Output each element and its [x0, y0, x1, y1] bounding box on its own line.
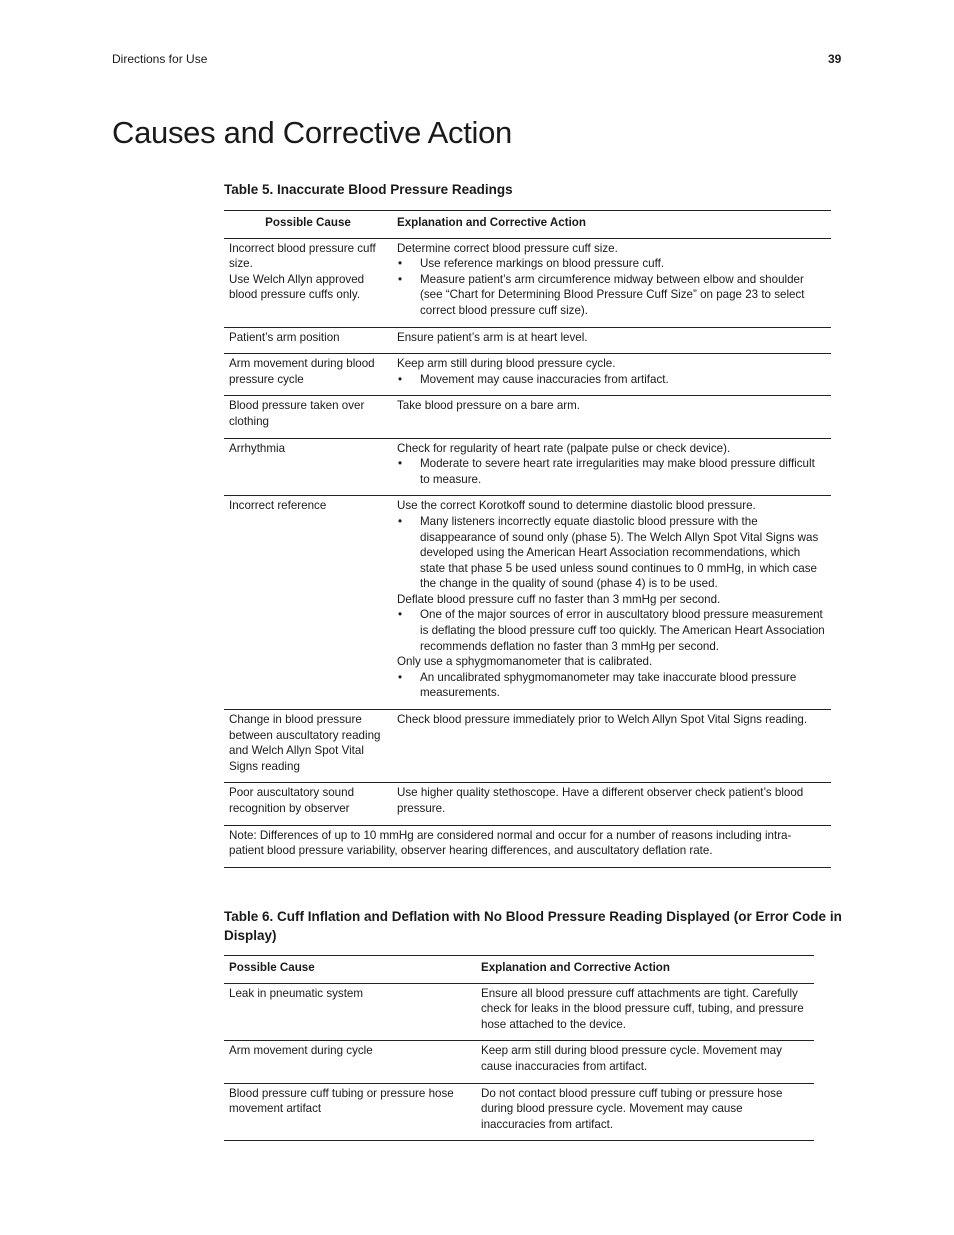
table-5-caption: Table 5. Inaccurate Blood Pressure Readings: [224, 182, 513, 197]
table-5-body: [224, 238, 831, 867]
table-row: [224, 1083, 814, 1141]
action-text: Check blood pressure immediately prior to Welch Allyn Spot Vital Signs reading.: [397, 713, 808, 727]
bullet-list: [397, 256, 826, 318]
table-row: [224, 396, 831, 438]
table-row: [224, 438, 831, 496]
cause-text: Incorrect blood pressure cuff size.: [229, 241, 376, 271]
cause-text: Incorrect reference: [229, 499, 327, 513]
table-5: [224, 210, 831, 868]
bullet-item: • An uncalibrated sphygmomanometer may take inaccurate blood pressure measurements.: [397, 670, 826, 701]
column-header-possible-cause: Possible Cause: [224, 211, 392, 239]
possible-cause-cell: Leak in pneumatic system: [224, 983, 476, 1041]
possible-cause-cell: [224, 438, 392, 496]
bullet-item: • Many listeners incorrectly equate diastolic blood pressure with the disappearance of sound only (phase 5). The Welch Allyn Spot Vital Signs was developed using the American Heart Association recommendations, which state that phase 5 be used unless sound continues to 0 mmHg, in which case the change in the quality of sound (phase 4) is to be used.: [397, 514, 826, 592]
corrective-action-cell: [392, 238, 831, 327]
table-6: [224, 955, 814, 1141]
table-6-body: [224, 983, 814, 1141]
bullet-list: [397, 514, 826, 592]
action-text: Only use a sphygmomanometer that is calibrated.: [397, 655, 653, 669]
corrective-action-cell: [392, 496, 831, 710]
corrective-action-cell: [392, 354, 831, 396]
bullet-item: • Movement may cause inaccuracies from artifact.: [397, 372, 826, 388]
action-text: Take blood pressure on a bare arm.: [397, 399, 581, 413]
bullet-list: [397, 372, 826, 388]
possible-cause-cell: [224, 354, 392, 396]
corrective-action-cell: [392, 438, 831, 496]
corrective-action-cell: [392, 783, 831, 825]
possible-cause-cell: [224, 496, 392, 710]
column-header-explanation: Explanation and Corrective Action: [392, 211, 831, 239]
bullet-item: • Moderate to severe heart rate irregularities may make blood pressure difficult to measure.: [397, 456, 826, 487]
possible-cause-cell: [224, 396, 392, 438]
running-head: Directions for Use: [112, 52, 208, 66]
section-title: Causes and Corrective Action: [112, 115, 512, 150]
possible-cause-cell: [224, 783, 392, 825]
table-row: [224, 496, 831, 710]
table-row: [224, 1041, 814, 1083]
corrective-action-cell: [392, 396, 831, 438]
table-note-row: [224, 825, 831, 867]
bullet-list: [397, 607, 826, 654]
table-6-caption: Table 6. Cuff Inflation and Deflation with No Blood Pressure Reading Displayed (or Error Code in Display): [224, 909, 842, 943]
table-row: [224, 327, 831, 354]
corrective-action-cell: Keep arm still during blood pressure cycle. Movement may cause inaccuracies from artifact.: [476, 1041, 814, 1083]
bullet-item: • One of the major sources of error in auscultatory blood pressure measurement is deflating the blood pressure cuff too quickly. The American Heart Association recommends deflation no faster than 3 mmHg per second.: [397, 607, 826, 654]
corrective-action-cell: [392, 710, 831, 783]
cause-text: Arrhythmia: [229, 441, 286, 455]
action-text: Determine correct blood pressure cuff size.: [397, 241, 618, 255]
column-header-explanation: Explanation and Corrective Action: [476, 956, 814, 984]
bullet-item: • Use reference markings on blood pressure cuff.: [397, 256, 826, 272]
action-text: Ensure patient’s arm is at heart level.: [397, 330, 588, 344]
possible-cause-cell: [224, 238, 392, 327]
table-row: [224, 983, 814, 1041]
cause-text: Change in blood pressure between auscultatory reading and Welch Allyn Spot Vital Signs reading: [229, 713, 381, 773]
column-header-possible-cause: Possible Cause: [224, 956, 476, 984]
possible-cause-cell: [224, 327, 392, 354]
corrective-action-cell: Do not contact blood pressure cuff tubing or pressure hose during blood pressure cycle. Movement may cause inaccuracies from artifact.: [481, 1086, 783, 1131]
action-text: Deflate blood pressure cuff no faster than 3 mmHg per second.: [397, 592, 721, 606]
corrective-action-cell: [392, 327, 831, 354]
cause-text: Blood pressure taken over clothing: [229, 399, 365, 428]
cause-text: Arm movement during blood pressure cycle: [229, 357, 375, 386]
cause-text: Use Welch Allyn approved blood pressure cuffs only.: [229, 272, 365, 302]
corrective-action-cell: Ensure all blood pressure cuff attachments are tight. Carefully check for leaks in the blood pressure cuff, tubing, and pressure hose attached to the device.: [476, 983, 814, 1041]
table-header-row: [224, 211, 831, 239]
bullet-item: • Measure patient’s arm circumference midway between elbow and shoulder (see “Chart for Determining Blood Pressure Cuff Size” on page 23 to select correct blood pressure cuff size).: [397, 272, 826, 319]
bullet-list: [397, 456, 826, 487]
cause-text: Poor auscultatory sound recognition by observer: [229, 786, 355, 815]
table-row: [224, 354, 831, 396]
action-text: Use the correct Korotkoff sound to determine diastolic blood pressure.: [397, 499, 756, 513]
possible-cause-cell: [224, 710, 392, 783]
action-text: Check for regularity of heart rate (palpate pulse or check device).: [397, 441, 731, 455]
table-note: Note: Differences of up to 10 mmHg are considered normal and occur for a number of reasons including intra-patient blood pressure variability, observer hearing differences, and auscultatory deflation rate.: [229, 828, 792, 858]
table-row: [224, 783, 831, 825]
table-header-row: [224, 956, 814, 984]
cause-text: Patient’s arm position: [229, 330, 340, 344]
bullet-list: [397, 670, 826, 701]
table-row: [224, 710, 831, 783]
action-text: Keep arm still during blood pressure cycle.: [397, 357, 616, 371]
possible-cause-cell: Arm movement during cycle: [224, 1041, 476, 1083]
possible-cause-cell: Blood pressure cuff tubing or pressure hose movement artifact: [229, 1086, 454, 1116]
page-number: 39: [828, 52, 842, 66]
action-text: Use higher quality stethoscope. Have a different observer check patient’s blood pressure.: [397, 786, 804, 815]
table-row: [224, 238, 831, 327]
